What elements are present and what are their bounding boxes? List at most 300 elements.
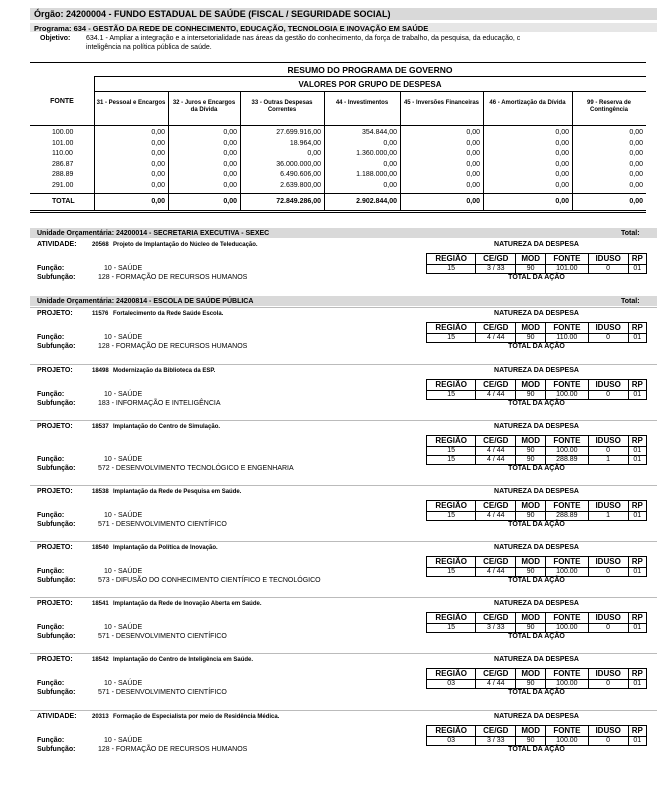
natureza-cell: 100.00: [546, 624, 589, 633]
total-label: TOTAL: [52, 198, 75, 205]
action-separator: [30, 307, 657, 308]
natureza-header-cell: CE/GD: [476, 254, 516, 265]
natureza-header-cell: CE/GD: [476, 613, 516, 624]
natureza-cell: 90: [516, 624, 546, 633]
natureza-label: NATUREZA DA DESPESA: [494, 656, 579, 663]
natureza-header-cell: RP: [628, 380, 646, 391]
fonte-header: FONTE: [50, 98, 74, 105]
funcao-value: 10 - SAÚDE: [104, 680, 143, 687]
resumo-subtitle: VALORES POR GRUPO DE DESPESA: [298, 80, 442, 89]
total-cell: 0,00: [466, 198, 480, 205]
column-header: 44 - Investimentos: [335, 100, 389, 106]
value-cell: 0,00: [223, 150, 237, 158]
subfuncao-label: Subfunção:: [37, 746, 76, 753]
action-name: Fortalecimento da Rede Saúde Escola.: [113, 310, 224, 317]
funcao-value: 10 - SAÚDE: [104, 391, 143, 398]
value-cell: 0,00: [629, 129, 643, 136]
natureza-cell: 03: [427, 680, 476, 689]
action-name: Modernização da Biblioteca da ESP.: [113, 367, 216, 374]
natureza-header-row: [427, 726, 647, 737]
natureza-header-cell: MOD: [516, 669, 546, 680]
natureza-cell: 100.00: [546, 737, 589, 746]
natureza-cell: 101.00: [546, 265, 589, 274]
natureza-table: [426, 322, 647, 343]
natureza-cell: 0: [588, 624, 628, 633]
natureza-cell: 90: [516, 680, 546, 689]
natureza-cell: 15: [427, 391, 476, 400]
natureza-label: NATUREZA DA DESPESA: [494, 713, 579, 720]
natureza-table: [426, 379, 647, 400]
total-cell: 0,00: [555, 198, 569, 205]
fonte-cell: 291.00: [52, 182, 74, 189]
total-cell: 72.849.286,00: [276, 198, 321, 205]
group-line: [94, 76, 646, 77]
natureza-cell: 288.89: [546, 456, 589, 465]
natureza-header-cell: CE/GD: [476, 669, 516, 680]
header-line-top: [94, 91, 646, 92]
value-cell: 0,00: [629, 171, 643, 179]
orgao-title: Órgão: 24200004 - FUNDO ESTADUAL DE SAÚDE (FISCAL / SEGURIDADE SOCIAL): [34, 9, 391, 19]
subfuncao-value: 128 - FORMAÇÃO DE RECURSOS HUMANOS: [98, 343, 248, 350]
natureza-header-cell: IDUSO: [588, 436, 628, 447]
natureza-table: [426, 612, 647, 633]
total-cell: 0,00: [629, 198, 643, 205]
natureza-table: [426, 500, 647, 521]
natureza-header-cell: IDUSO: [588, 557, 628, 568]
funcao-value: 10 - SAÚDE: [104, 737, 143, 744]
natureza-cell: 4 / 44: [476, 447, 516, 456]
funcao-label: Função:: [37, 624, 65, 631]
action-separator: [30, 710, 657, 711]
natureza-cell: 1: [588, 512, 628, 521]
natureza-cell: 3 / 33: [476, 265, 516, 274]
value-cell: 2.639.800,00: [280, 182, 321, 189]
action-name: Implantação do Centro de Inteligência em Saúde.: [113, 656, 254, 663]
natureza-table: [426, 556, 647, 577]
funcao-value: 10 - SAÚDE: [104, 568, 143, 575]
natureza-cell: 90: [516, 391, 546, 400]
natureza-cell: 100.00: [546, 680, 589, 689]
natureza-header-cell: MOD: [516, 501, 546, 512]
natureza-cell: 15: [427, 456, 476, 465]
natureza-header-cell: CE/GD: [476, 557, 516, 568]
value-cell: 0,00: [555, 150, 569, 158]
natureza-header-cell: MOD: [516, 613, 546, 624]
natureza-cell: 4 / 44: [476, 391, 516, 400]
funcao-label: Função:: [37, 391, 65, 398]
value-cell: 0,00: [151, 150, 165, 158]
value-cell: 0,00: [555, 129, 569, 136]
natureza-row: [427, 568, 647, 577]
value-cell: 0,00: [383, 182, 397, 189]
funcao-label: Função:: [37, 680, 65, 687]
programa-title: Programa: 634 - GESTÃO DA REDE DE CONHECIMENTO, EDUCAÇÃO, TECNOLOGIA E INOVAÇÃO EM SAÚDE: [34, 23, 429, 33]
funcao-value: 10 - SAÚDE: [104, 512, 143, 519]
natureza-header-cell: FONTE: [546, 726, 589, 737]
natureza-cell: 0: [588, 680, 628, 689]
value-cell: 0,00: [629, 139, 643, 147]
value-cell: 0,00: [555, 139, 569, 147]
natureza-header-cell: IDUSO: [588, 380, 628, 391]
action-type: PROJETO:: [37, 656, 73, 663]
natureza-header-cell: FONTE: [546, 613, 589, 624]
natureza-header-cell: REGIÃO: [427, 613, 476, 624]
objetivo-text-1: 634.1 - Ampliar a integração e a intersetorialidade nas áreas da gestão do conhecimento, da força de trabalho, da pesquisa, da educação, c: [86, 35, 521, 42]
natureza-cell: 01: [628, 391, 646, 400]
natureza-cell: 03: [427, 737, 476, 746]
value-cell: 1.188.000,00: [356, 171, 397, 179]
action-name: Implantação da Rede de Pesquisa em Saúde.: [113, 488, 242, 495]
action-name: Implantação da Política de Inovação.: [113, 544, 218, 551]
natureza-header-cell: IDUSO: [588, 613, 628, 624]
value-cell: 0,00: [151, 160, 165, 168]
value-cell: 18.964,00: [289, 139, 321, 147]
action-separator: [30, 364, 657, 365]
natureza-cell: 01: [628, 447, 646, 456]
natureza-header-cell: REGIÃO: [427, 557, 476, 568]
action-code: 11576: [92, 310, 109, 317]
fonte-cell: 288.89: [52, 171, 74, 179]
total-cell: 2.902.844,00: [356, 198, 397, 205]
value-cell: 0,00: [466, 182, 480, 189]
natureza-header-row: [427, 557, 647, 568]
value-cell: 0,00: [555, 182, 569, 189]
natureza-row: [427, 334, 647, 343]
natureza-header-row: [427, 254, 647, 265]
natureza-cell: 3 / 33: [476, 737, 516, 746]
subfuncao-label: Subfunção:: [37, 577, 76, 584]
unit-total-label: Total:: [621, 229, 640, 237]
natureza-label: NATUREZA DA DESPESA: [494, 423, 579, 430]
natureza-header-cell: FONTE: [546, 323, 589, 334]
natureza-label: NATUREZA DA DESPESA: [494, 241, 579, 248]
value-cell: 6.490.606,00: [280, 171, 321, 179]
value-cell: 0,00: [151, 129, 165, 136]
natureza-header-cell: CE/GD: [476, 726, 516, 737]
natureza-header-cell: IDUSO: [588, 669, 628, 680]
value-cell: 0,00: [466, 139, 480, 147]
total-cell: 0,00: [151, 198, 165, 205]
natureza-cell: 15: [427, 447, 476, 456]
action-code: 18537: [92, 423, 109, 430]
value-cell: 0,00: [555, 160, 569, 168]
value-cell: 0,00: [223, 139, 237, 147]
natureza-header-cell: FONTE: [546, 501, 589, 512]
total-acao-label: TOTAL DA AÇÃO: [508, 400, 565, 407]
value-cell: 0,00: [629, 160, 643, 168]
natureza-header-cell: CE/GD: [476, 436, 516, 447]
action-code: 18498: [92, 367, 109, 374]
funcao-value: 10 - SAÚDE: [104, 265, 143, 272]
natureza-header-cell: RP: [628, 669, 646, 680]
natureza-cell: 15: [427, 568, 476, 577]
action-type: ATIVIDADE:: [37, 713, 77, 720]
natureza-header-cell: CE/GD: [476, 380, 516, 391]
action-name: Implantação da Rede de Inovação Aberta em Saúde.: [113, 600, 262, 607]
natureza-cell: 15: [427, 334, 476, 343]
subfuncao-label: Subfunção:: [37, 633, 76, 640]
action-type: PROJETO:: [37, 310, 73, 317]
natureza-cell: 0: [588, 334, 628, 343]
column-header: 46 - Amortização da Dívida: [489, 100, 566, 106]
natureza-cell: 0: [588, 737, 628, 746]
action-separator: [30, 597, 657, 598]
action-code: 18541: [92, 600, 109, 607]
natureza-cell: 90: [516, 447, 546, 456]
funcao-label: Função:: [37, 512, 65, 519]
value-cell: 0,00: [629, 150, 643, 158]
funcao-value: 10 - SAÚDE: [104, 456, 143, 463]
natureza-cell: 0: [588, 265, 628, 274]
natureza-cell: 1: [588, 456, 628, 465]
natureza-header-cell: REGIÃO: [427, 436, 476, 447]
natureza-cell: 4 / 44: [476, 334, 516, 343]
natureza-header-cell: FONTE: [546, 380, 589, 391]
natureza-header-cell: REGIÃO: [427, 254, 476, 265]
subfuncao-value: 571 - DESENVOLVIMENTO CIENTÍFICO: [98, 633, 227, 640]
natureza-header-cell: REGIÃO: [427, 323, 476, 334]
natureza-row: [427, 624, 647, 633]
total-acao-label: TOTAL DA AÇÃO: [508, 577, 565, 584]
natureza-header-cell: REGIÃO: [427, 726, 476, 737]
natureza-header-cell: RP: [628, 436, 646, 447]
action-type: ATIVIDADE:: [37, 241, 77, 248]
natureza-row: [427, 512, 647, 521]
natureza-header-cell: RP: [628, 323, 646, 334]
natureza-table: [426, 253, 647, 274]
subfuncao-value: 128 - FORMAÇÃO DE RECURSOS HUMANOS: [98, 274, 248, 281]
table-border-bottom-2: [30, 212, 646, 213]
natureza-header-cell: REGIÃO: [427, 669, 476, 680]
natureza-cell: 01: [628, 568, 646, 577]
natureza-header-cell: FONTE: [546, 436, 589, 447]
natureza-header-cell: MOD: [516, 380, 546, 391]
natureza-header-cell: IDUSO: [588, 726, 628, 737]
natureza-cell: 15: [427, 265, 476, 274]
action-code: 18538: [92, 488, 109, 495]
action-name: Projeto de Implantação do Núcleo de Teleducação.: [113, 241, 258, 248]
subfuncao-value: 128 - FORMAÇÃO DE RECURSOS HUMANOS: [98, 746, 248, 753]
natureza-header-cell: RP: [628, 557, 646, 568]
value-cell: 0,00: [151, 139, 165, 147]
action-separator: [30, 541, 657, 542]
action-separator: [30, 485, 657, 486]
table-border-top: [30, 62, 646, 63]
value-cell: 0,00: [151, 171, 165, 179]
action-separator: [30, 653, 657, 654]
action-code: 18540: [92, 544, 109, 551]
natureza-cell: 01: [628, 624, 646, 633]
natureza-header-cell: MOD: [516, 254, 546, 265]
unit-total-label: Total:: [621, 297, 640, 305]
natureza-cell: 90: [516, 512, 546, 521]
value-cell: 0,00: [466, 129, 480, 136]
column-header: 45 - Inversões Financeiras: [403, 100, 480, 106]
value-cell: 27.699.916,00: [276, 129, 321, 136]
action-name: Formação de Especialista por meio de Residência Médica.: [113, 713, 280, 720]
natureza-cell: 0: [588, 447, 628, 456]
natureza-cell: 01: [628, 265, 646, 274]
natureza-cell: 15: [427, 512, 476, 521]
natureza-header-cell: CE/GD: [476, 501, 516, 512]
fonte-cell: 101.00: [52, 139, 74, 147]
action-type: PROJETO:: [37, 367, 73, 374]
natureza-header-cell: RP: [628, 254, 646, 265]
value-cell: 0,00: [383, 160, 397, 168]
action-code: 20313: [92, 713, 109, 720]
natureza-cell: 90: [516, 456, 546, 465]
value-cell: 0,00: [629, 182, 643, 189]
fonte-cell: 110.00: [52, 150, 73, 158]
natureza-cell: 4 / 44: [476, 568, 516, 577]
natureza-label: NATUREZA DA DESPESA: [494, 367, 579, 374]
unit-title: Unidade Orçamentária: 24200814 - ESCOLA DE SAÚDE PÚBLICA: [37, 297, 254, 305]
value-cell: 0,00: [466, 160, 480, 168]
action-type: PROJETO:: [37, 544, 73, 551]
natureza-cell: 100.00: [546, 391, 589, 400]
natureza-row: [427, 737, 647, 746]
natureza-cell: 100.00: [546, 447, 589, 456]
table-border-bottom: [30, 210, 646, 211]
total-acao-label: TOTAL DA AÇÃO: [508, 343, 565, 350]
subfuncao-label: Subfunção:: [37, 274, 76, 281]
value-cell: 0,00: [555, 171, 569, 179]
natureza-header-cell: MOD: [516, 323, 546, 334]
subfuncao-value: 571 - DESENVOLVIMENTO CIENTÍFICO: [98, 521, 227, 528]
natureza-cell: 0: [588, 391, 628, 400]
column-header: 99 - Reserva de Contingência: [586, 100, 632, 113]
natureza-cell: 4 / 44: [476, 456, 516, 465]
unit-title: Unidade Orçamentária: 24200014 - SECRETARIA EXECUTIVA - SEXEC: [37, 229, 270, 237]
total-cell: 0,00: [223, 198, 237, 205]
natureza-row: [427, 456, 647, 465]
natureza-row: [427, 391, 647, 400]
funcao-value: 10 - SAÚDE: [104, 334, 143, 341]
value-cell: 0,00: [223, 171, 237, 179]
natureza-label: NATUREZA DA DESPESA: [494, 544, 579, 551]
natureza-header-row: [427, 501, 647, 512]
subfuncao-label: Subfunção:: [37, 521, 76, 528]
subfuncao-label: Subfunção:: [37, 400, 76, 407]
natureza-cell: 90: [516, 265, 546, 274]
value-cell: 36.000.000,00: [276, 160, 321, 168]
natureza-cell: 110.00: [546, 334, 589, 343]
fonte-cell: 286.87: [52, 160, 74, 168]
subfuncao-value: 572 - DESENVOLVIMENTO TECNOLÓGICO E ENGENHARIA: [98, 465, 294, 472]
funcao-label: Função:: [37, 737, 65, 744]
natureza-header-cell: FONTE: [546, 254, 589, 265]
action-separator: [30, 420, 657, 421]
natureza-table: [426, 725, 647, 746]
subfuncao-label: Subfunção:: [37, 689, 76, 696]
natureza-cell: 01: [628, 737, 646, 746]
natureza-header-cell: IDUSO: [588, 501, 628, 512]
natureza-cell: 15: [427, 624, 476, 633]
total-acao-label: TOTAL DA AÇÃO: [508, 746, 565, 753]
natureza-cell: 90: [516, 334, 546, 343]
funcao-label: Função:: [37, 334, 65, 341]
natureza-cell: 01: [628, 680, 646, 689]
value-cell: 1.360.000,00: [356, 150, 397, 158]
natureza-header-cell: IDUSO: [588, 254, 628, 265]
natureza-cell: 288.89: [546, 512, 589, 521]
column-header: 32 - Juros e Encargos da Dívida: [172, 100, 236, 113]
natureza-table: [426, 435, 647, 465]
natureza-row: [427, 265, 647, 274]
resumo-title: RESUMO DO PROGRAMA DE GOVERNO: [287, 65, 453, 75]
funcao-value: 10 - SAÚDE: [104, 624, 143, 631]
column-header: 33 - Outras Despesas Correntes: [251, 100, 313, 113]
funcao-label: Função:: [37, 568, 65, 575]
fonte-cell: 100.00: [52, 129, 74, 136]
value-cell: 0,00: [466, 150, 480, 158]
natureza-cell: 90: [516, 568, 546, 577]
natureza-header-cell: CE/GD: [476, 323, 516, 334]
natureza-cell: 0: [588, 568, 628, 577]
total-line-top: [30, 193, 646, 194]
action-name: Implantação do Centro de Simulação.: [113, 423, 221, 430]
value-cell: 0,00: [223, 129, 237, 136]
header-line-bottom: [30, 125, 646, 126]
action-code: 20568: [92, 241, 109, 248]
objetivo-text-2: inteligência na política pública de saúde.: [86, 44, 212, 51]
natureza-label: NATUREZA DA DESPESA: [494, 600, 579, 607]
action-type: PROJETO:: [37, 423, 73, 430]
natureza-header-cell: RP: [628, 613, 646, 624]
action-type: PROJETO:: [37, 600, 73, 607]
value-cell: 0,00: [466, 171, 480, 179]
natureza-header-row: [427, 669, 647, 680]
natureza-header-cell: MOD: [516, 726, 546, 737]
total-acao-label: TOTAL DA AÇÃO: [508, 689, 565, 696]
natureza-row: [427, 447, 647, 456]
natureza-header-row: [427, 380, 647, 391]
natureza-header-cell: IDUSO: [588, 323, 628, 334]
natureza-cell: 01: [628, 456, 646, 465]
natureza-cell: 01: [628, 334, 646, 343]
natureza-header-cell: MOD: [516, 557, 546, 568]
natureza-cell: 90: [516, 737, 546, 746]
value-cell: 354.844,00: [361, 129, 397, 136]
total-acao-label: TOTAL DA AÇÃO: [508, 633, 565, 640]
action-type: PROJETO:: [37, 488, 73, 495]
value-cell: 0,00: [223, 160, 237, 168]
action-code: 18542: [92, 656, 109, 663]
natureza-header-cell: REGIÃO: [427, 501, 476, 512]
natureza-row: [427, 680, 647, 689]
value-cell: 0,00: [151, 182, 165, 189]
natureza-header-cell: MOD: [516, 436, 546, 447]
natureza-header-cell: FONTE: [546, 557, 589, 568]
natureza-cell: 4 / 44: [476, 512, 516, 521]
subfuncao-value: 573 - DIFUSÃO DO CONHECIMENTO CIENTÍFICO E TECNOLÓGICO: [98, 577, 321, 584]
funcao-label: Função:: [37, 456, 65, 463]
natureza-cell: 4 / 44: [476, 680, 516, 689]
natureza-header-cell: RP: [628, 501, 646, 512]
natureza-header-cell: RP: [628, 726, 646, 737]
natureza-header-cell: FONTE: [546, 669, 589, 680]
natureza-label: NATUREZA DA DESPESA: [494, 488, 579, 495]
natureza-header-row: [427, 323, 647, 334]
natureza-header-row: [427, 436, 647, 447]
total-acao-label: TOTAL DA AÇÃO: [508, 465, 565, 472]
value-cell: 0,00: [223, 182, 237, 189]
natureza-table: [426, 668, 647, 689]
column-header: 31 - Pessoal e Encargos: [96, 100, 166, 106]
subfuncao-label: Subfunção:: [37, 343, 76, 350]
value-cell: 0,00: [383, 139, 397, 147]
funcao-label: Função:: [37, 265, 65, 272]
